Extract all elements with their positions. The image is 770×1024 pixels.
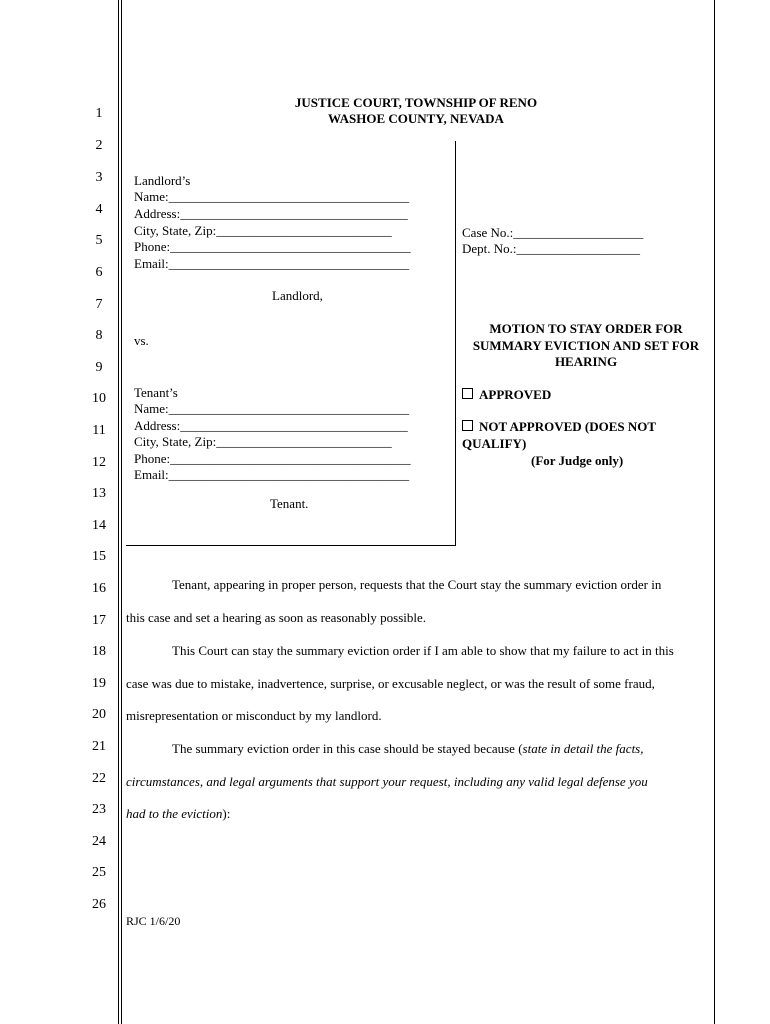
form-revision-footer: RJC 1/6/20 bbox=[126, 914, 181, 928]
tenant-name-field[interactable]: Name:_____________________________________ bbox=[134, 401, 410, 416]
approved-option[interactable] bbox=[462, 387, 551, 403]
case-number-field[interactable]: Case No.:____________________ bbox=[462, 225, 644, 240]
body-text: ): bbox=[222, 806, 231, 821]
caption-divider bbox=[455, 141, 456, 546]
margin-line-left-inner bbox=[121, 0, 122, 1024]
line-number: 14 bbox=[92, 518, 106, 533]
tenant-heading: Tenant’s bbox=[134, 385, 178, 400]
approved-checkbox[interactable] bbox=[462, 388, 473, 399]
landlord-name-field[interactable]: Name:_____________________________________ bbox=[134, 189, 410, 204]
line-number: 2 bbox=[95, 138, 103, 153]
line-number: 17 bbox=[92, 613, 106, 628]
body-line: Tenant, appearing in proper person, requests that the Court stay the summary eviction order in bbox=[172, 577, 662, 592]
line-number: 10 bbox=[92, 391, 106, 406]
line-number: 22 bbox=[92, 771, 106, 786]
landlord-phone-field[interactable]: Phone:_____________________________________ bbox=[134, 239, 411, 254]
not-approved-label-cont: QUALIFY) bbox=[462, 436, 527, 451]
county-name: WASHOE COUNTY, NEVADA bbox=[328, 111, 504, 126]
landlord-email-field[interactable]: Email:_____________________________________ bbox=[134, 256, 410, 271]
line-number: 6 bbox=[95, 265, 103, 280]
landlord-role: Landlord, bbox=[272, 288, 323, 303]
line-number: 5 bbox=[95, 233, 103, 248]
body-text: The summary eviction order in this case should be stayed because ( bbox=[172, 741, 523, 756]
not-approved-option[interactable] bbox=[462, 419, 656, 435]
body-line: this case and set a hearing as soon as reasonably possible. bbox=[126, 610, 427, 625]
line-number: 1 bbox=[95, 106, 103, 121]
body-line: This Court can stay the summary eviction order if I am able to show that my failure to act in this bbox=[172, 643, 674, 658]
line-number: 8 bbox=[95, 328, 103, 343]
line-number: 26 bbox=[92, 897, 106, 912]
margin-line-left-outer bbox=[118, 0, 119, 1024]
body-line: misrepresentation or misconduct by my landlord. bbox=[126, 708, 382, 723]
landlord-heading: Landlord’s bbox=[134, 173, 191, 188]
approved-label: APPROVED bbox=[479, 387, 552, 402]
margin-line-right bbox=[714, 0, 715, 1024]
landlord-address-field[interactable]: Address:___________________________________ bbox=[134, 206, 408, 221]
line-number: 16 bbox=[92, 581, 106, 596]
line-number: 3 bbox=[95, 170, 103, 185]
line-number: 20 bbox=[92, 707, 106, 722]
not-approved-label: NOT APPROVED (DOES NOT bbox=[479, 419, 657, 434]
motion-title-line: MOTION TO STAY ORDER FOR bbox=[489, 321, 683, 336]
landlord-city-field[interactable]: City, State, Zip:___________________________ bbox=[134, 223, 392, 238]
versus-label: vs. bbox=[134, 333, 149, 348]
motion-title-line: HEARING bbox=[554, 354, 618, 369]
dept-number-field[interactable]: Dept. No.:___________________ bbox=[462, 241, 641, 256]
line-number: 19 bbox=[92, 676, 106, 691]
body-line: case was due to mistake, inadvertence, surprise, or excusable neglect, or was the result of some fraud, bbox=[126, 676, 655, 691]
tenant-address-field[interactable]: Address:___________________________________ bbox=[134, 418, 408, 433]
tenant-city-field[interactable]: City, State, Zip:___________________________ bbox=[134, 434, 392, 449]
body-instruction: circumstances, and legal arguments that support your request, including any valid legal defense you bbox=[126, 774, 648, 789]
tenant-phone-field[interactable]: Phone:_____________________________________ bbox=[134, 451, 411, 466]
line-number: 25 bbox=[92, 865, 106, 880]
motion-title-line: SUMMARY EVICTION AND SET FOR bbox=[472, 338, 700, 353]
line-number: 9 bbox=[95, 360, 103, 375]
line-number: 13 bbox=[92, 486, 106, 501]
body-line bbox=[126, 806, 230, 822]
line-number: 18 bbox=[92, 644, 106, 659]
tenant-email-field[interactable]: Email:_____________________________________ bbox=[134, 467, 410, 482]
body-instruction: had to the eviction bbox=[126, 806, 223, 821]
line-number: 12 bbox=[92, 455, 106, 470]
caption-bottom-rule bbox=[126, 545, 456, 546]
court-name: JUSTICE COURT, TOWNSHIP OF RENO bbox=[294, 95, 538, 110]
line-number: 21 bbox=[92, 739, 106, 754]
line-number: 24 bbox=[92, 834, 106, 849]
line-number: 4 bbox=[95, 202, 103, 217]
line-number: 7 bbox=[95, 297, 103, 312]
line-number: 15 bbox=[92, 549, 106, 564]
line-number: 23 bbox=[92, 802, 106, 817]
body-instruction: state in detail the facts, bbox=[522, 741, 644, 756]
line-number: 11 bbox=[92, 423, 106, 438]
tenant-role: Tenant. bbox=[270, 496, 309, 511]
body-line bbox=[172, 741, 644, 757]
judge-only-note: (For Judge only) bbox=[531, 453, 624, 468]
not-approved-checkbox[interactable] bbox=[462, 420, 473, 431]
